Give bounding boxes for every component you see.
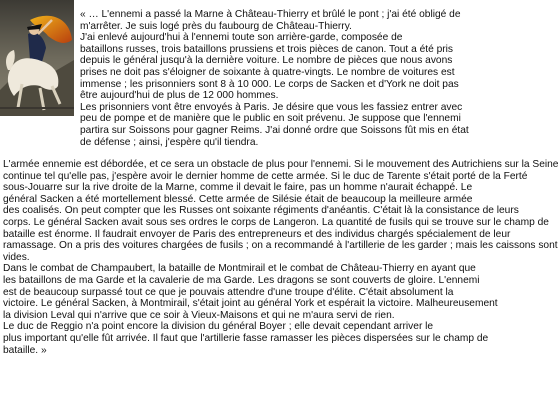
text-line: « … L'ennemi a passé la Marne à Château-Thierry et brûlé le pont ; j'ai été obligé de — [80, 9, 461, 20]
text-line: Le duc de Reggio n'a point encore la division du général Boyer ; elle devait cependant arriver le — [3, 321, 434, 333]
text-line: la division Leval qui n'arrive que ce soir à Vieux-Maisons et qui ne m'aura servi de rien. — [3, 309, 395, 321]
text-line: immense ; les prisonniers sont 8 à 10 000. Le corps de Sacken et d'York ne doit pas — [80, 78, 459, 90]
text-line: sous-Jouarre sur la rive droite de la Marne, comme il devait le faire, pas un homme n'aurait échappé. Le — [3, 182, 473, 194]
text-line: général Sacken a été mortellement blessé. Cette armée de Silésie était de beaucoup la meilleure armée — [3, 193, 473, 205]
text-line: m'arrêter. Je suis logé près du faubourg de Château-Thierry. — [80, 20, 352, 32]
text-line: est de beaucoup surpassé tout ce que je pouvais attendre d'une troupe d'élite. C'était absolument la — [3, 286, 454, 298]
text-line: prises ne doit pas s'éloigner de soixante à quatre-vingts. Le nombre de voitures est — [80, 66, 455, 78]
text-line: des coalisés. On peut compter que les Russes ont soixante régiments d'anéantis. C'était là la consistance de leurs — [3, 205, 519, 217]
text-line: bataillons russes, trois bataillons prussiens et trois pièces de canon. Tout a été pris — [80, 43, 453, 55]
text-line: victoire. Le général Sacken, à Montmirail, s'était joint au général York et espérait la victoire. Malheureusement — [3, 298, 498, 310]
text-line: Dans le combat de Champaubert, la bataille de Montmirail et le combat de Château-Thierry en ayant que — [3, 263, 476, 275]
text-line: J'ai enlevé aujourd'hui à l'ennemi toute son arrière-garde, composée de — [80, 32, 403, 44]
napoleon-portrait-image — [0, 0, 74, 116]
text-line: ramassage. On a pris des voitures chargées de fusils ; on a recommandé à l'artillerie de les garder ; mais les caissons sont — [3, 240, 558, 252]
text-line: continue tel qu'elle pas, j'espère avoir le dernier homme de cette armée. Si le duc de Tarente s'était porté de la Ferté — [3, 170, 528, 182]
text-line: depuis le général jusqu'à la dernière voiture. Le nombre de pièces que nous avons — [80, 55, 453, 67]
text-line: vides. — [3, 251, 30, 263]
text-line: de défense ; ainsi, j'espère qu'il tiendra. — [80, 136, 259, 148]
letter-text-beside-portrait — [80, 9, 469, 148]
text-line: peu de pompe et de manière que le public en soit prévenu. Je suppose que l'ennemi — [80, 113, 461, 125]
text-line: Les prisonniers vont être envoyés à Paris. Je désire que vous les fassiez entrer avec — [80, 101, 463, 113]
letter-text-full-width — [3, 159, 558, 356]
text-line: bataille est énorme. Il faudrait envoyer de Paris des entrepreneurs et des individus chargés spécialement de leur — [3, 228, 511, 240]
text-line: L'armée ennemie est débordée, et ce sera un obstacle de plus pour l'ennemi. Si le mouvement des Autrichiens sur la Seine — [3, 159, 558, 170]
text-line: plus important qu'elle fût arrivée. Il faut que l'artillerie fasse ramasser les pièces dispersées sur le champ de — [3, 332, 489, 344]
text-line: corps. Le général Sacken avait sous ses ordres le corps de Langeron. La quantité de fusils qui se trouve sur le champ de — [3, 216, 549, 228]
text-line: les bataillons de ma Garde et la cavalerie de ma Garde. Les dragons se sont couverts de gloire. L'ennemi — [3, 274, 480, 286]
portrait-painting — [0, 0, 74, 116]
text-line: partira sur Soissons pour gagner Reims. J'ai donné ordre que Soissons fût mis en état — [80, 124, 469, 136]
text-line: bataille. » — [3, 344, 47, 356]
text-line: être aujourd'hui de plus de 12 000 hommes. — [80, 90, 279, 102]
